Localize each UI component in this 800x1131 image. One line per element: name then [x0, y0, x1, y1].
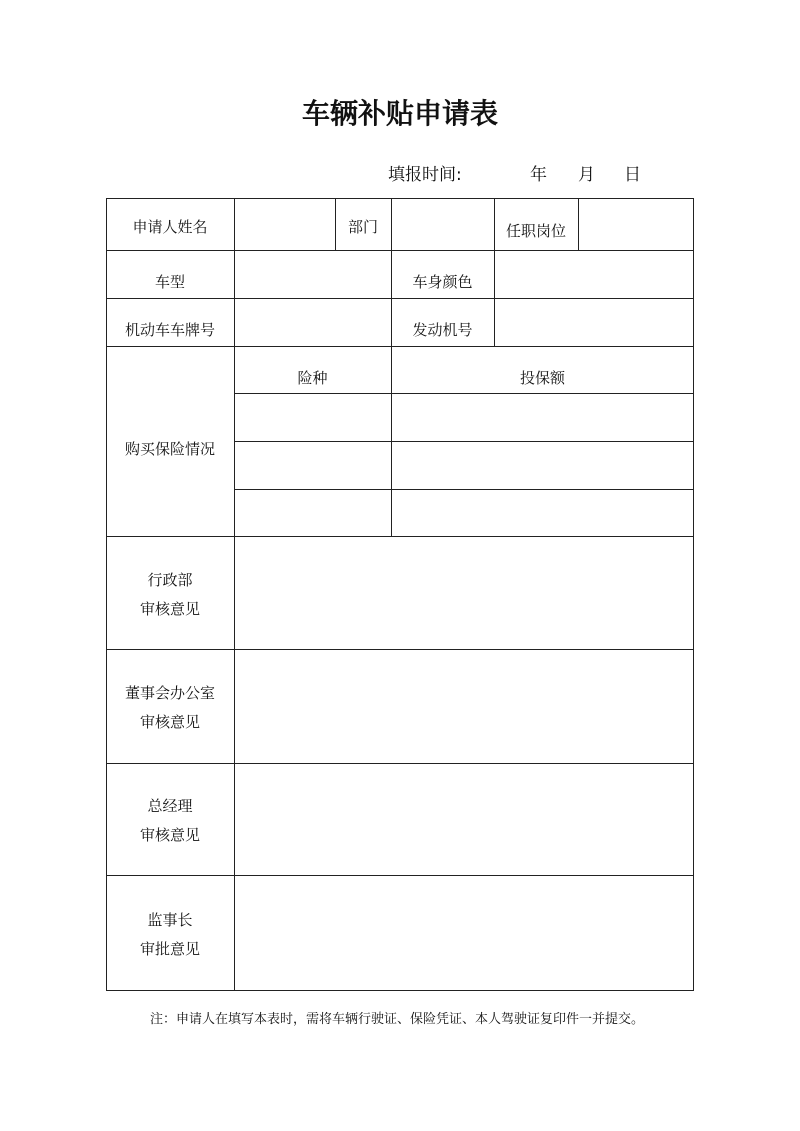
- date-month-label: 月: [578, 165, 595, 185]
- body-color-label: 车身颜色: [412, 273, 473, 291]
- position-field[interactable]: [579, 199, 693, 250]
- insurance-type-field[interactable]: [235, 394, 391, 441]
- engine-number-field[interactable]: [495, 299, 693, 346]
- form-title: 车辆补贴申请表: [301, 97, 498, 130]
- car-model-label: 车型: [154, 273, 185, 291]
- insurance-type-field[interactable]: [235, 490, 391, 536]
- table-border-bottom: [106, 990, 694, 991]
- admin-review-field[interactable]: [235, 537, 693, 649]
- board-office-review-line2: 审核意见: [139, 713, 200, 731]
- date-day-label: 日: [624, 165, 641, 185]
- row-divider: [106, 346, 694, 347]
- fill-date-label: 填报时间:: [388, 165, 462, 185]
- insurance-type-header: 险种: [297, 369, 328, 387]
- board-office-review-label: [106, 679, 234, 737]
- date-year-label: 年: [530, 165, 547, 185]
- supervisor-review-field[interactable]: [235, 876, 693, 990]
- plate-number-field[interactable]: [235, 299, 391, 346]
- admin-review-line1: 行政部: [147, 571, 193, 589]
- gm-review-label: [106, 792, 234, 850]
- admin-review-label: [106, 566, 234, 624]
- insurance-amount-header: 投保额: [519, 369, 565, 387]
- submission-note: 注：申请人在填写本表时，需将车辆行驶证、保险凭证、本人驾驶证复印件一并提交。: [150, 1012, 645, 1027]
- plate-number-label: 机动车车牌号: [124, 321, 215, 339]
- car-model-field[interactable]: [235, 251, 391, 298]
- applicant-name-label: 申请人姓名: [132, 218, 208, 236]
- board-office-review-line1: 董事会办公室: [124, 684, 215, 702]
- admin-review-line2: 审核意见: [139, 600, 200, 618]
- supervisor-review-line2: 审批意见: [139, 940, 200, 958]
- supervisor-review-label: [106, 906, 234, 964]
- supervisor-review-line1: 监事长: [147, 911, 193, 929]
- position-label: 任职岗位: [505, 222, 566, 240]
- insurance-label: 购买保险情况: [124, 440, 215, 458]
- board-office-review-field[interactable]: [235, 650, 693, 763]
- insurance-amount-field[interactable]: [392, 490, 693, 536]
- gm-review-line1: 总经理: [147, 797, 193, 815]
- applicant-name-field[interactable]: [235, 199, 335, 250]
- application-form-table: [106, 198, 694, 991]
- insurance-amount-field[interactable]: [392, 442, 693, 489]
- table-border-right: [693, 198, 694, 991]
- insurance-amount-field[interactable]: [392, 394, 693, 441]
- gm-review-field[interactable]: [235, 764, 693, 875]
- gm-review-line2: 审核意见: [139, 826, 200, 844]
- department-field[interactable]: [392, 199, 494, 250]
- insurance-type-field[interactable]: [235, 442, 391, 489]
- department-label: 部门: [347, 218, 378, 236]
- engine-number-label: 发动机号: [412, 321, 473, 339]
- body-color-field[interactable]: [495, 251, 693, 298]
